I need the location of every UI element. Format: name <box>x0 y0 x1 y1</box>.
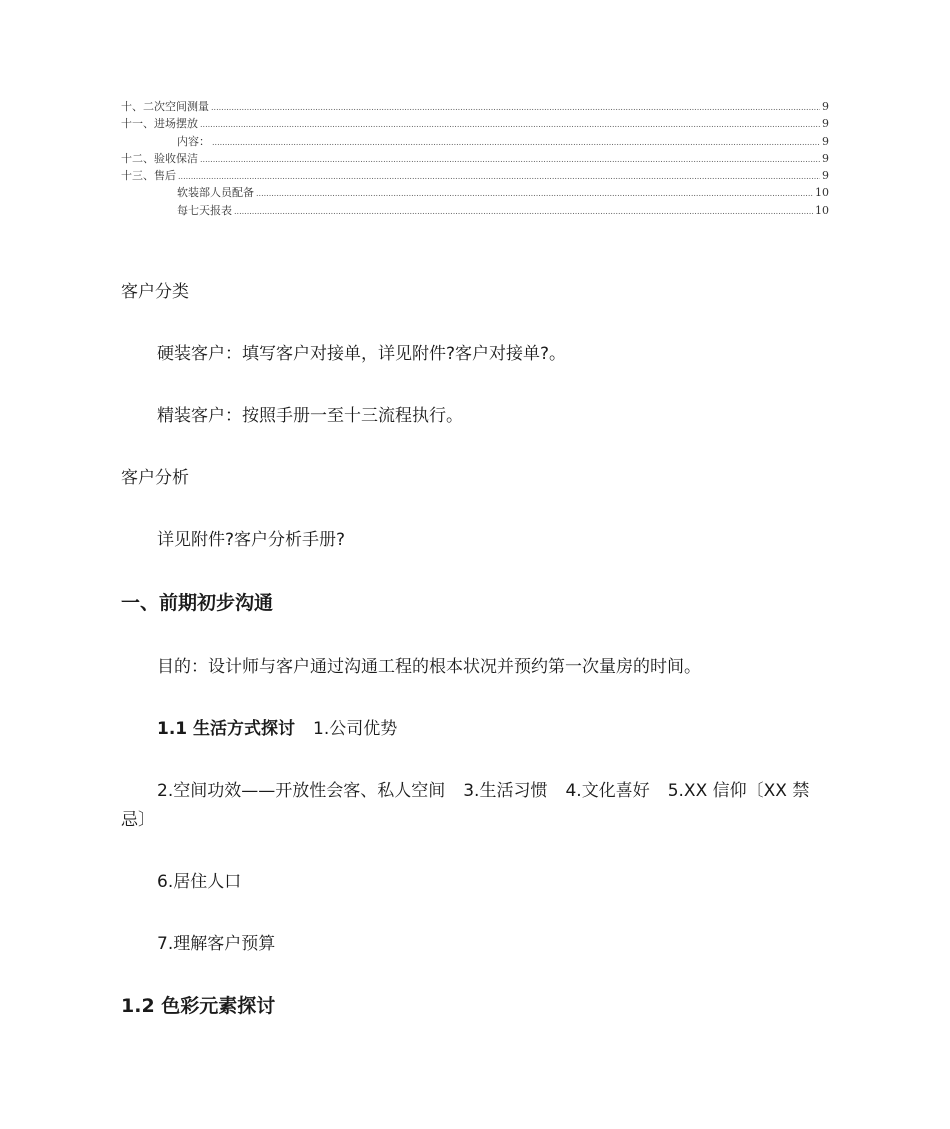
item-7-paragraph: 7.理解客户预算 <box>157 934 276 954</box>
toc-entry-page: 9 <box>822 117 829 131</box>
list-item: 3.生活习惯 <box>463 781 548 801</box>
toc-entry-page: 9 <box>822 100 829 113</box>
subsection-1-1-title: 1.1 生活方式探讨 <box>157 719 296 739</box>
analysis-detail-paragraph: 详见附件?客户分析手册? <box>157 530 346 550</box>
toc-leader-dots <box>200 150 820 168</box>
toc-entry[interactable] <box>121 98 829 115</box>
purpose-paragraph: 目的：设计师与客户通过沟通工程的根本状况并预约第一次量房的时间。 <box>157 657 701 677</box>
hard-customer-paragraph: 硬装客户：填写客户对接单，详见附件?客户对接单?。 <box>157 344 567 364</box>
toc-entry-label: 内容： <box>177 134 210 148</box>
toc-entry[interactable] <box>121 133 829 150</box>
item-6-paragraph: 6.居住人口 <box>157 872 242 892</box>
toc-entry[interactable] <box>121 184 829 201</box>
section-1-title: 一、前期初步沟通 <box>121 592 274 614</box>
toc-leader-dots <box>256 184 813 202</box>
toc-entry-label: 每七天报表 <box>177 203 232 217</box>
items-2-5-paragraph <box>121 777 831 835</box>
toc-leader-dots <box>200 115 820 133</box>
toc-leader-dots <box>178 167 820 185</box>
subsection-1-2-title: 1.2 色彩元素探讨 <box>121 995 276 1017</box>
toc-entry-label: 十、二次空间测量 <box>121 100 209 113</box>
toc-entry-page: 10 <box>815 203 829 217</box>
list-item: 2.空间功效——开放性会客、私人空间 <box>157 781 446 801</box>
toc-entry[interactable] <box>121 167 829 184</box>
toc-leader-dots <box>212 133 820 151</box>
toc-entry[interactable] <box>121 202 829 219</box>
toc-entry[interactable] <box>121 115 829 132</box>
customer-classification-heading: 客户分类 <box>121 282 189 302</box>
table-of-contents <box>121 98 829 219</box>
customer-analysis-heading: 客户分析 <box>121 468 189 488</box>
toc-leader-dots <box>234 202 813 220</box>
toc-entry-page: 9 <box>822 134 829 148</box>
list-item: 5.XX 信仰〔XX 禁忌〕 <box>121 781 810 830</box>
list-item: 1.公司优势 <box>313 719 398 739</box>
toc-entry-label: 十二、验收保洁 <box>121 151 198 165</box>
list-item: 4.文化喜好 <box>565 781 650 801</box>
fine-customer-paragraph: 精装客户：按照手册一至十三流程执行。 <box>157 406 463 426</box>
toc-entry-page: 9 <box>822 151 829 165</box>
toc-entry-page: 10 <box>815 186 829 200</box>
toc-entry[interactable] <box>121 150 829 167</box>
toc-entry-label: 软装部人员配备 <box>177 186 254 200</box>
toc-entry-page: 9 <box>822 169 829 183</box>
toc-entry-label: 十一、进场摆放 <box>121 117 198 131</box>
subsection-1-1-line <box>121 715 831 744</box>
toc-entry-label: 十三、售后 <box>121 169 176 183</box>
toc-leader-dots <box>211 98 820 116</box>
